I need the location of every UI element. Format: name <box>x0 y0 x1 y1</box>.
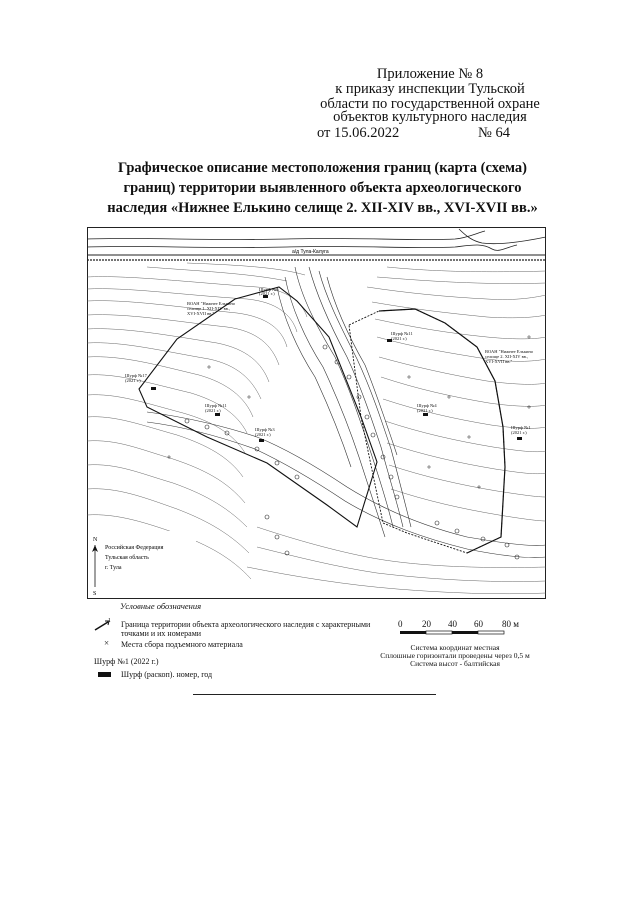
document-title <box>85 158 560 218</box>
pit-year: (2021 г.) <box>255 432 271 437</box>
scale-tick: 0 <box>398 619 403 629</box>
scale-tick: 80 м <box>502 619 519 629</box>
legend-pit-text: Шурф (раскоп). номер, год <box>121 670 213 679</box>
object-1-label: ВОАН "Нижнее Елькино <box>187 301 236 306</box>
object-2-label: XVI-XVII вв." <box>485 359 513 364</box>
pit-label: Шурф №11 <box>205 403 227 408</box>
appendix-line-2: к приказу инспекции Тульской <box>335 81 525 97</box>
pit-marker <box>259 439 264 442</box>
location-inset <box>88 531 196 598</box>
title-line-1: Графическое описание местоположения границ (карта (схема) <box>118 160 527 176</box>
scale-tick: 20 <box>422 619 431 629</box>
legend-title: Условные обозначения <box>120 601 202 611</box>
object-2-label: селище 2. XII-XIV вв., <box>485 354 529 359</box>
topographic-map <box>87 227 546 599</box>
legend-boundary-text-1: Граница территории объекта археологического наследия с характерными <box>121 620 371 629</box>
order-date: от 15.06.2022 <box>317 125 400 141</box>
pit-icon <box>98 672 111 677</box>
pit-label: Шурф №6 <box>259 287 279 292</box>
pit-marker <box>423 413 428 416</box>
scale-tick: 40 <box>448 619 457 629</box>
appendix-line-4: объектов культурного наследия <box>333 109 527 125</box>
pit-marker <box>517 437 522 440</box>
scale-tick: 60 <box>474 619 483 629</box>
pit-year: (2021 г.) <box>125 378 141 383</box>
finds-cross-icon: × <box>104 638 110 648</box>
inset-region: Тульская область <box>105 555 149 561</box>
height-system: Система высот - балтийская <box>410 659 500 668</box>
appendix-title: Приложение № 8 <box>376 66 484 82</box>
road-label: а/д Тула-Калуга <box>292 249 329 255</box>
title-line-3: наследия «Нижнее Елькино селище 2. XII-XIV вв., XVI-XVII вв.» <box>107 200 538 216</box>
legend-boundary-text-2: точками и их номерами <box>121 629 202 638</box>
pit-year: (2021 г.) <box>259 291 275 296</box>
object-1-label: селище 1. XII-XIV вв., <box>187 306 231 311</box>
pit-year: (2021 г.) <box>511 430 527 435</box>
legend-pit-example: Шурф №1 (2022 г.) <box>94 657 159 666</box>
boundary-marker-number: 1 <box>108 618 111 624</box>
bottom-rule <box>193 694 436 695</box>
north-label: N <box>93 537 98 543</box>
pit-label: Шурф №11 <box>391 331 413 336</box>
order-number: № 64 <box>478 125 510 141</box>
pit-label: Шурф №17 <box>125 373 147 378</box>
legend-finds-text: Места сбора подъемного материала <box>121 640 243 649</box>
pit-year: (2021 г.) <box>417 408 433 413</box>
pit-year: (2021 г.) <box>391 336 407 341</box>
south-label: S <box>93 591 97 597</box>
object-1-label: XVI-XVII вв." <box>187 311 215 316</box>
appendix-line-3: области по государственной охране <box>320 96 540 112</box>
pit-label: Шурф №1 <box>511 425 531 430</box>
inset-city: г. Тула <box>105 565 122 571</box>
pit-year: (2021 г.) <box>205 408 221 413</box>
inset-country: Российская Федерация <box>105 545 164 551</box>
title-line-2: границ) территории выявленного объекта археологического <box>123 180 522 196</box>
pit-label: Шурф №3 <box>255 427 275 432</box>
pit-marker <box>215 413 220 416</box>
pit-marker <box>151 387 156 390</box>
pit-label: Шурф №4 <box>417 403 437 408</box>
coord-system: Система координат местная <box>410 643 500 652</box>
object-2-label: ВОАН "Нижнее Елькино <box>485 349 534 354</box>
contour-interval: Сплошные горизонтали проведены через 0,5 м <box>380 651 530 660</box>
